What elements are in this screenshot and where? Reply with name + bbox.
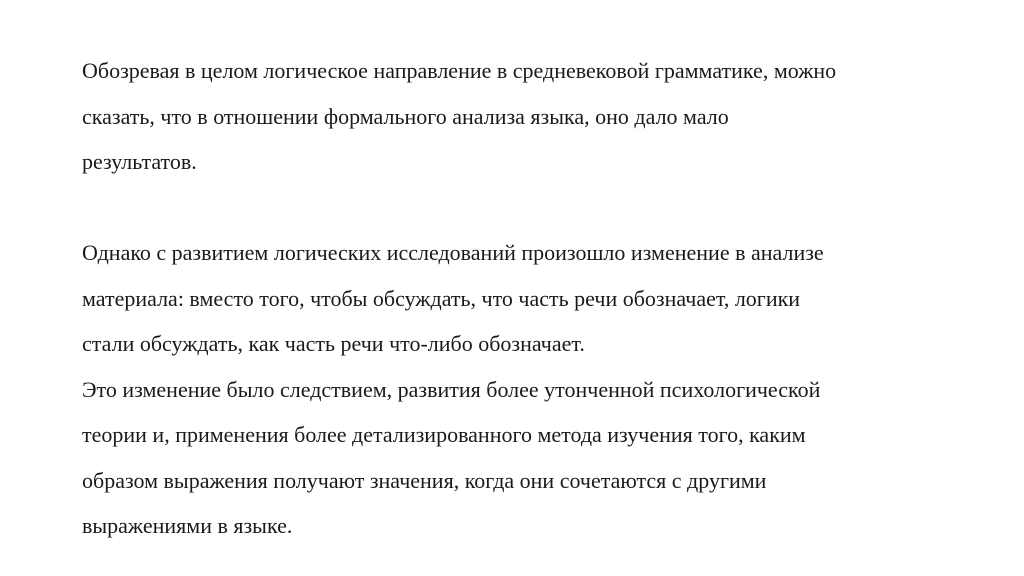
text-line: сказать, что в отношении формального анализа языка, оно дало мало <box>82 103 729 129</box>
text-line: выражениями в языке. <box>82 513 293 538</box>
paragraph-2 <box>82 230 982 367</box>
text-block <box>82 48 982 549</box>
text-line: стали обсуждать, как часть речи что-либо обозначает. <box>82 331 585 356</box>
text-line: Обозревая в целом логическое направление в средневековой грамматике, можно <box>82 58 837 83</box>
paragraph-gap <box>82 185 982 231</box>
text-line: материала: вместо того, чтобы обсуждать, что часть речи обозначает, логики <box>82 285 801 311</box>
text-line: результатов. <box>82 149 197 174</box>
text-line: Однако с развитием логических исследований произошло изменение в анализе <box>82 240 824 265</box>
paragraph-3 <box>82 367 982 549</box>
text-line: Это изменение было следствием, развития более утонченной психологической <box>82 376 821 402</box>
text-line: теории и, применения более детализированного метода изучения того, каким <box>82 422 806 447</box>
text-line: образом выражения получают значения, когда они сочетаются с другими <box>82 467 767 493</box>
paragraph-1 <box>82 48 982 185</box>
